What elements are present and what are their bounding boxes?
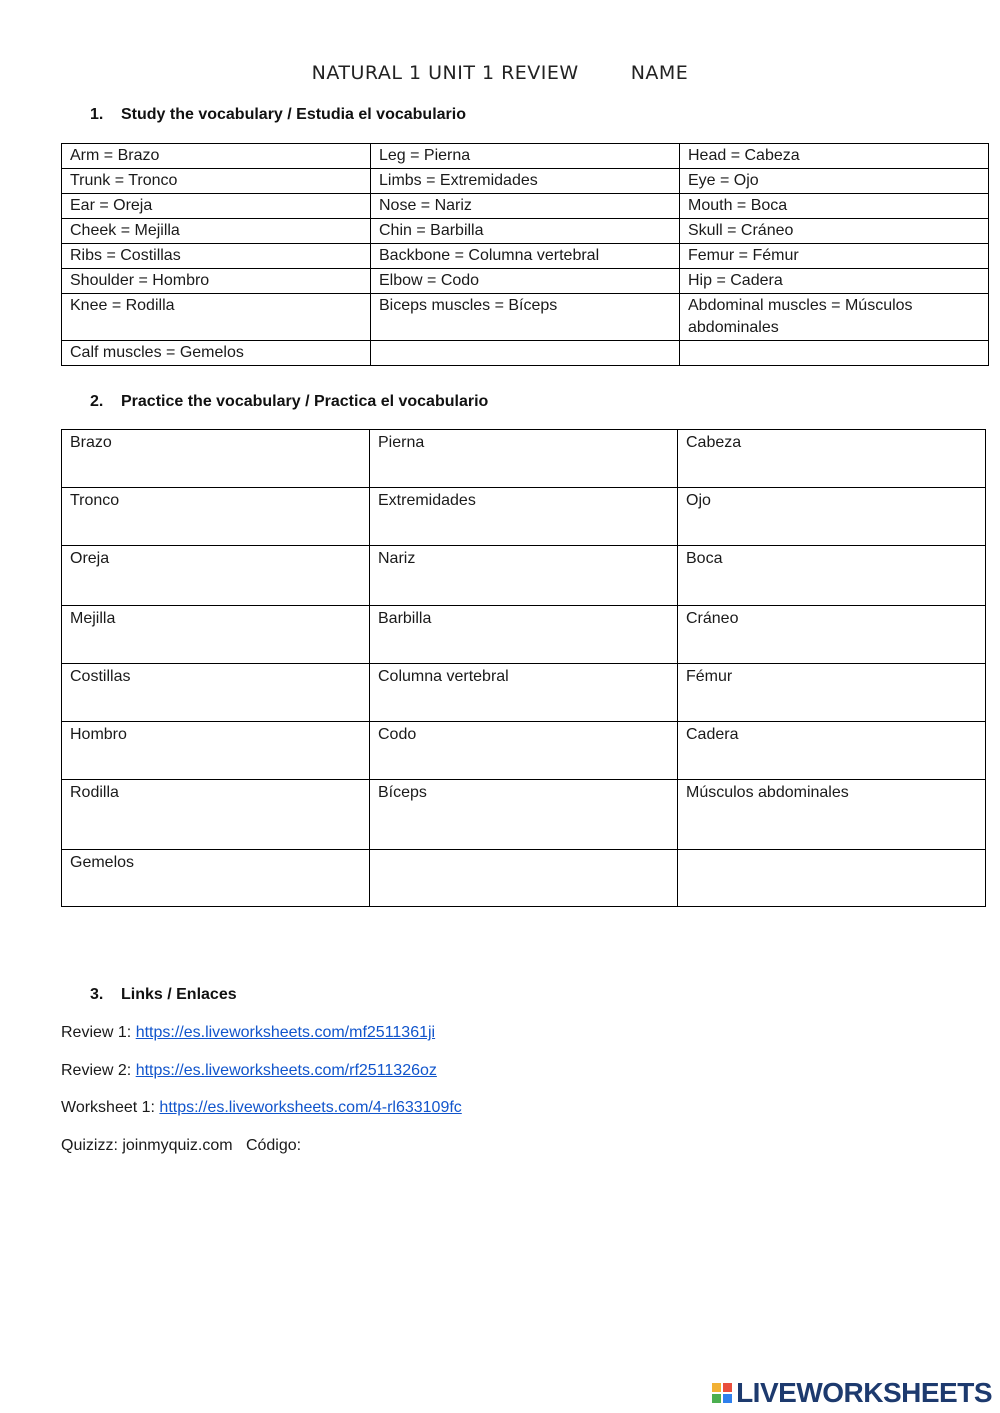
logo-square [723,1383,732,1392]
worksheet-title-line [0,62,1000,84]
vocab-cell: Shoulder = Hombro [62,269,371,294]
practice-cell: Hombro [62,722,370,780]
section-3-number: 3. [90,986,104,1003]
vocab-cell: Limbs = Extremidades [371,169,680,194]
practice-cell: Brazo [62,430,370,488]
vocabulary-table [61,143,989,366]
quizizz-line: Quizizz: joinmyquiz.com Código: [61,1137,302,1154]
vocab-cell: Arm = Brazo [62,144,371,169]
vocab-cell: Trunk = Tronco [62,169,371,194]
table-row [62,294,989,341]
table-row [62,430,986,488]
vocab-cell: Ear = Oreja [62,194,371,219]
practice-cell: Extremidades [370,488,678,546]
vocab-cell: Head = Cabeza [680,144,989,169]
practice-cell: Oreja [62,546,370,606]
section-2-heading-text: Practice the vocabulary / Practica el vocabulario [121,393,489,410]
practice-cell: Codo [370,722,678,780]
liveworksheets-logo [712,1377,992,1409]
practice-cell: Tronco [62,488,370,546]
table-row [62,169,989,194]
section-1-heading [90,106,466,124]
section-3-heading-text: Links / Enlaces [121,986,237,1003]
vocab-cell: Femur = Fémur [680,244,989,269]
table-row [62,194,989,219]
vocab-cell [680,341,989,366]
vocab-cell: Nose = Nariz [371,194,680,219]
practice-cell: Columna vertebral [370,664,678,722]
link-label: Worksheet 1: [61,1099,155,1116]
section-2-number: 2. [90,393,104,410]
table-row [62,341,989,366]
vocab-cell [371,341,680,366]
practice-cell: Gemelos [62,850,370,907]
practice-cell: Ojo [678,488,986,546]
logo-square [712,1383,721,1392]
link-url[interactable]: https://es.liveworksheets.com/4-rl633109fc [159,1099,462,1116]
practice-cell: Nariz [370,546,678,606]
section-2-heading [90,393,488,411]
table-row [62,850,986,907]
link-label: Review 2: [61,1062,132,1079]
vocab-cell: Biceps muscles = Bíceps [371,294,680,341]
practice-cell: Barbilla [370,606,678,664]
table-row [62,219,989,244]
table-row [62,244,989,269]
worksheet-title: NATURAL 1 UNIT 1 REVIEW [311,62,579,84]
practice-cell: Bíceps [370,780,678,850]
practice-cell: Mejilla [62,606,370,664]
vocab-cell: Mouth = Boca [680,194,989,219]
link-url[interactable]: https://es.liveworksheets.com/mf2511361ji [135,1024,436,1041]
practice-cell [678,850,986,907]
table-row [62,664,986,722]
logo-text: LIVEWORKSHEETS [736,1377,992,1408]
practice-cell: Boca [678,546,986,606]
section-1-number: 1. [90,106,104,123]
link-worksheet-1 [61,1099,462,1117]
logo-mark-icon [712,1383,732,1403]
practice-cell: Costillas [62,664,370,722]
vocab-cell: Ribs = Costillas [62,244,371,269]
practice-cell: Fémur [678,664,986,722]
table-row [62,606,986,664]
vocab-cell: Leg = Pierna [371,144,680,169]
link-review-2 [61,1062,437,1080]
table-row [62,269,989,294]
vocab-cell: Hip = Cadera [680,269,989,294]
section-1-heading-text: Study the vocabulary / Estudia el vocabulario [121,106,466,123]
logo-square [712,1394,721,1403]
practice-cell: Músculos abdominales [678,780,986,850]
vocab-cell: Chin = Barbilla [371,219,680,244]
table-row [62,780,986,850]
practice-cell: Cráneo [678,606,986,664]
link-review-1 [61,1024,435,1042]
link-label: Review 1: [61,1024,132,1041]
name-label: NAME [630,62,689,84]
section-3-heading [90,986,237,1004]
vocab-cell: Elbow = Codo [371,269,680,294]
practice-cell: Cadera [678,722,986,780]
practice-cell: Cabeza [678,430,986,488]
practice-cell: Rodilla [62,780,370,850]
vocab-cell: Skull = Cráneo [680,219,989,244]
vocab-cell: Calf muscles = Gemelos [62,341,371,366]
practice-cell: Pierna [370,430,678,488]
table-row [62,488,986,546]
practice-cell [370,850,678,907]
table-row [62,144,989,169]
link-url[interactable]: https://es.liveworksheets.com/rf2511326oz [135,1062,437,1079]
vocab-cell: Eye = Ojo [680,169,989,194]
vocab-cell: Abdominal muscles = Músculos abdominales [680,294,989,341]
vocab-cell: Knee = Rodilla [62,294,371,341]
logo-square [723,1394,732,1403]
table-row [62,546,986,606]
vocab-cell: Cheek = Mejilla [62,219,371,244]
vocab-cell: Backbone = Columna vertebral [371,244,680,269]
practice-table [61,429,986,907]
table-row [62,722,986,780]
